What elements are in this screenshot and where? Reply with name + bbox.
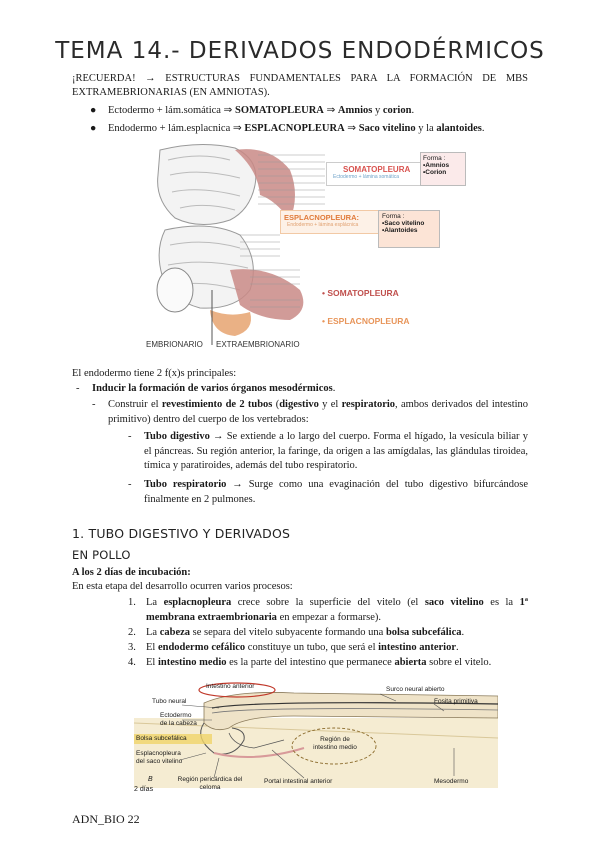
esplacnopleura-label: • ESPLACNOPLEURA xyxy=(322,316,410,326)
dias-heading: A los 2 días de incubación: xyxy=(72,567,191,578)
section-heading: 1. TUBO DIGESTIVO Y DERIVADOS xyxy=(72,526,291,541)
esplacnopleura-forma-box: Forma : •Saco vitelino •Alantoides xyxy=(378,210,440,248)
page-title: TEMA 14.- DERIVADOS ENDODÉRMICOS xyxy=(55,38,545,64)
label-tubo-neural: Tubo neural xyxy=(152,698,187,705)
label-fosita-primitiva: Fosita primitiva xyxy=(434,698,478,705)
embrionario-label: EMBRIONARIO xyxy=(146,340,203,349)
label-region-intestino-medio: Región de intestino medio xyxy=(313,736,357,751)
figure-embryo-folding xyxy=(140,140,460,354)
step-4: 4. El intestino medio es la parte del intestino que permanece abierta sobre el vitelo. xyxy=(128,657,492,668)
label-2-dias: 2 días xyxy=(134,786,154,793)
funcion-2: - Construir el revestimiento de 2 tubos (digestivo y el respiratorio, ambos derivados del intestino primitivo) dentro del cuerpo de los vertebrados: xyxy=(92,399,529,425)
tubo-respiratorio-item: - Tubo respiratorio → Surge como una evaginación del tubo digestivo bifurcándose finalmente en 2 pulmones. xyxy=(128,479,528,505)
label-region-pericardica: Región pericárdica del celoma xyxy=(177,776,243,791)
funcion-1: - Inducir la formación de varios órganos mesodérmicos. xyxy=(76,383,336,394)
bullet-esplacnopleura: ● Endodermo + lám.esplacnica ⇒ ESPLACNOPLEURA ⇒ Saco vitelino y la alantoides. xyxy=(90,123,485,134)
label-portal-intestinal: Portal intestinal anterior xyxy=(264,778,333,785)
figure-chick-embryo xyxy=(134,678,498,796)
somatopleura-box xyxy=(326,162,433,186)
extraembrionario-label: EXTRAEMBRIONARIO xyxy=(216,340,300,349)
tubo-digestivo-item: - Tubo digestivo → Se extiende a lo largo del cuerpo. Forma el hígado, la vesícula biliar y el páncreas. Su región anterior, la faringe, da origen a las amígdalas, las glándulas tiroidea, tímica y paratiroides, además del tubo respiratorio. xyxy=(128,431,528,471)
label-surco-neural: Surco neural abierto xyxy=(386,686,445,693)
somatopleura-box-sub: Ectodermo + lámina somática xyxy=(333,174,400,180)
label-intestino-anterior: Intestino anterior xyxy=(206,683,255,690)
label-bolsa-subcefalica: Bolsa subcefálica xyxy=(136,735,187,742)
esplacnopleura-shade-lower xyxy=(210,310,251,336)
label-mesodermo: Mesodermo xyxy=(434,778,469,785)
somatopleura-forma-box: Forma : •Amnios •Corion xyxy=(420,152,466,186)
label-esplacnopleura-saco: Esplacnopleura del saco vitelino xyxy=(136,750,183,765)
recuerda-paragraph: ¡RECUERDA! → ESTRUCTURAS FUNDAMENTALES PARA LA FORMACIÓN DE MBS EXTRAMEBRIONARIAS (EN AMNIOTAS). xyxy=(72,73,528,98)
label-b: B xyxy=(148,776,153,783)
step-3: 3. El endodermo cefálico constituye un tubo, que será el intestino anterior. xyxy=(128,642,459,653)
funciones-intro: El endodermo tiene 2 f(x)s principales: xyxy=(72,368,237,379)
esplacnopleura-box xyxy=(280,210,382,234)
somatopleura-box-title: SOMATOPLEURA xyxy=(343,165,411,174)
esplacnopleura-box-sub: Endodermo + lámina esplácnica xyxy=(287,222,359,228)
somatopleura-label: • SOMATOPLEURA xyxy=(322,288,399,298)
footer: ADN_BIO 22 xyxy=(72,812,140,826)
step-2: 2. La cabeza se separa del vitelo subyacente formando una bolsa subcefálica. xyxy=(128,627,465,638)
dias-intro: En esta etapa del desarrollo ocurren varios procesos: xyxy=(72,581,293,592)
bullet-somatopleura: ● Ectodermo + lám.somática ⇒ SOMATOPLEURA ⇒ Amnios y corion. xyxy=(90,105,415,116)
esplacnopleura-box-title: ESPLACNOPLEURA: xyxy=(284,213,360,222)
section-subheading: EN POLLO xyxy=(72,548,131,562)
label-ectodermo-cabeza: Ectodermo de la cabeza xyxy=(160,712,197,727)
step-1: 1. La esplacnopleura crece sobre la superficie del vitelo (el saco vitelino es la 1ª membrana extraembrionaria en empezar a formarse). xyxy=(128,597,528,623)
